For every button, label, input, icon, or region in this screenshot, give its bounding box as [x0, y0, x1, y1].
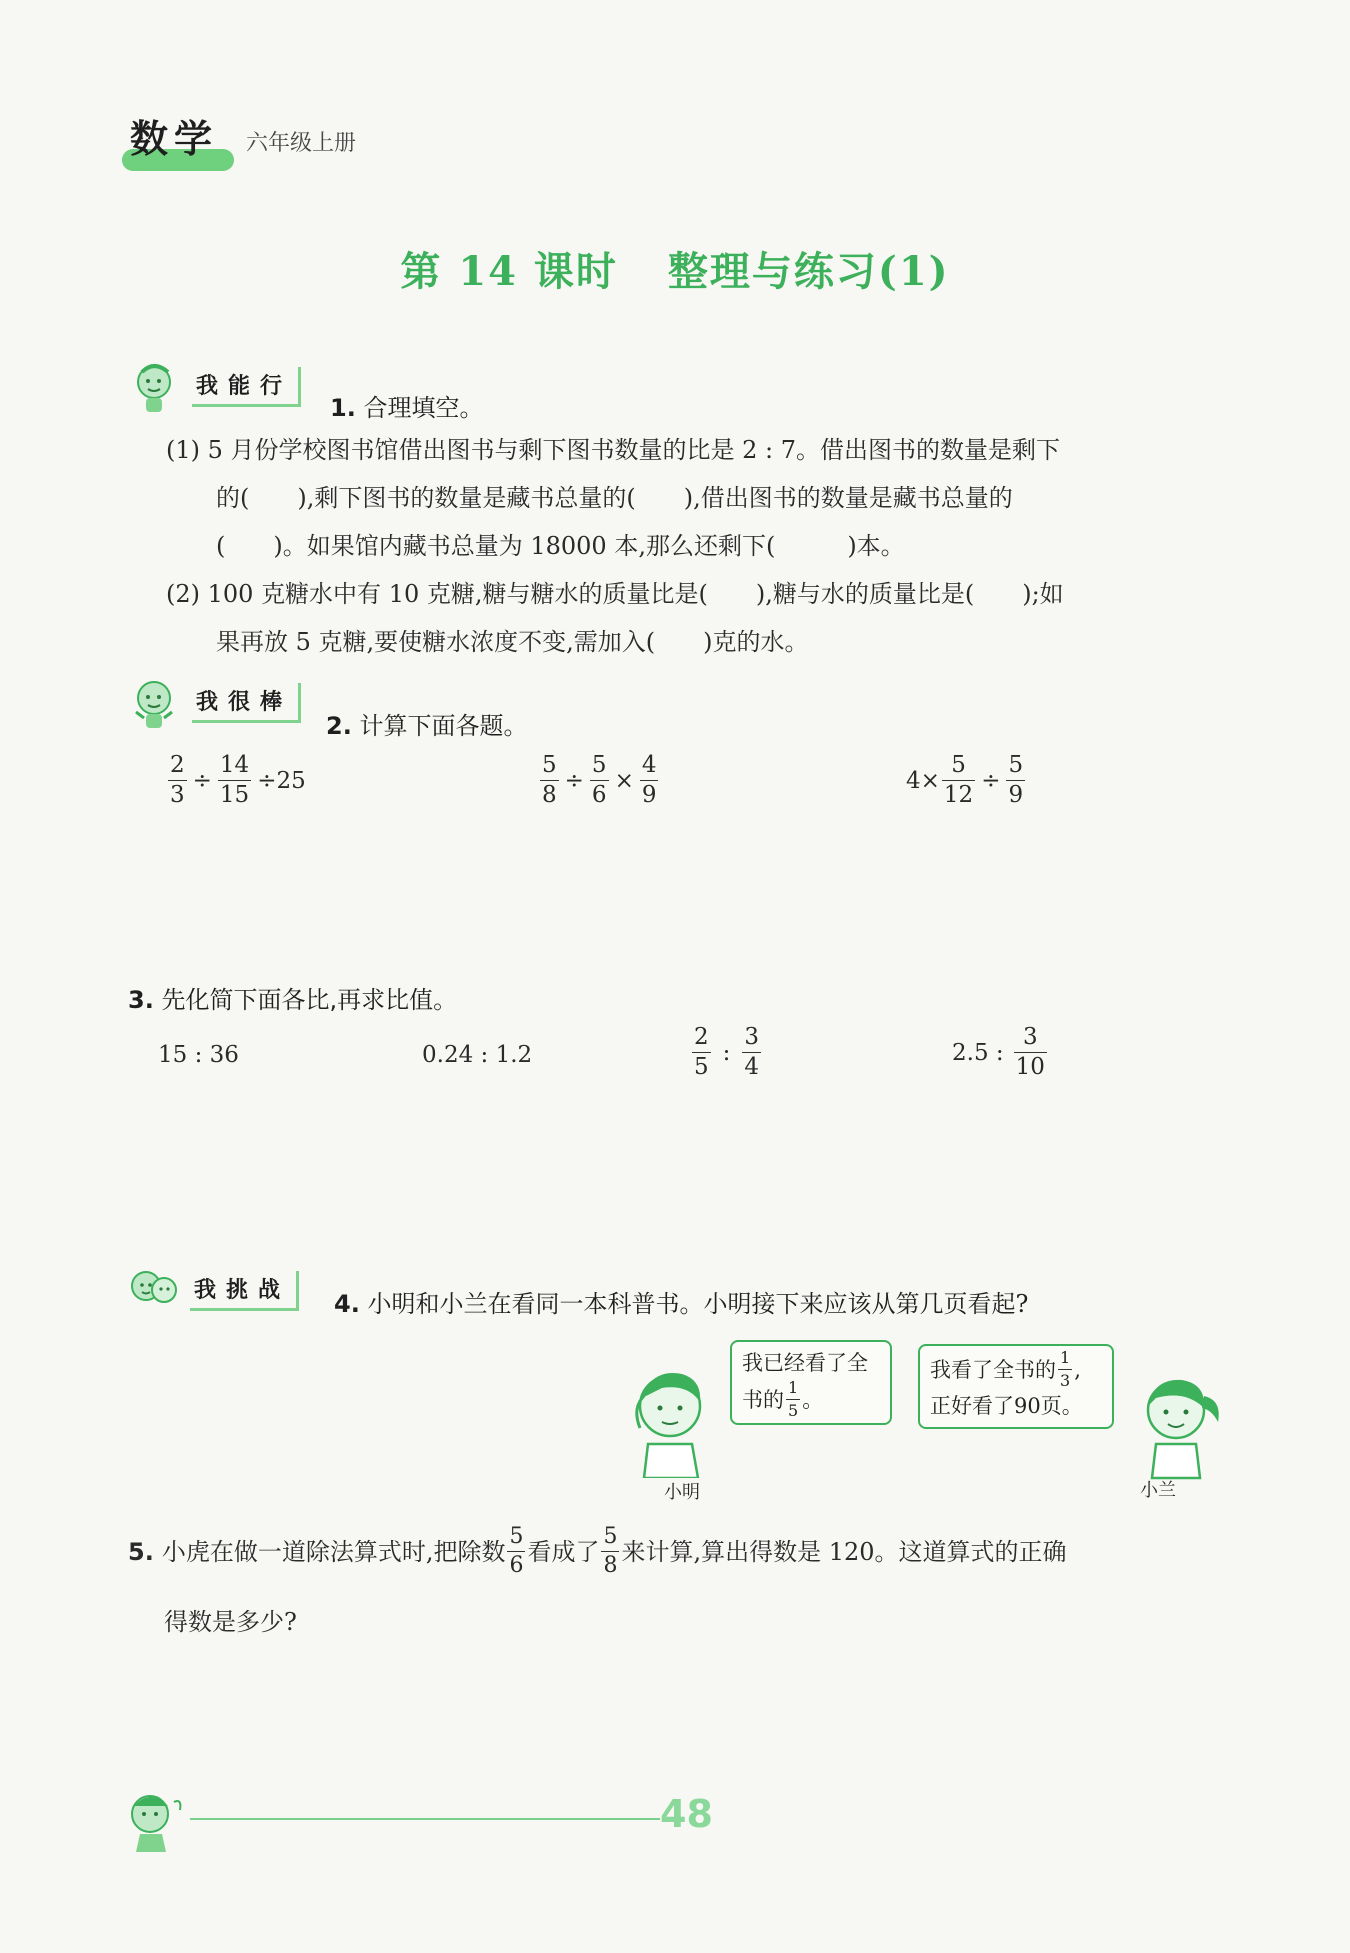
badge-label: 我挑战 — [190, 1271, 299, 1311]
fraction: $\frac{1}{3}$ — [1060, 1348, 1071, 1390]
fraction: $\frac{5}{6}$ — [591, 752, 607, 808]
kids-mascot-icon — [126, 1262, 184, 1320]
expression-3 — [906, 754, 1027, 807]
expression-1 — [166, 754, 310, 807]
question-number: 2. — [326, 712, 352, 740]
fraction: $\frac{2}{5}$ — [694, 1024, 709, 1080]
badge-wo-tiao-zhan — [126, 1262, 299, 1320]
speech-bubble-xiaolan — [918, 1344, 1114, 1429]
girl-xiaolan-icon — [1126, 1366, 1226, 1482]
badge-wo-neng-xing — [128, 358, 301, 416]
question-5-line-2: 得数是多少? — [164, 1608, 297, 1636]
text-line: (2) 100 克糖水中有 10 克糖,糖与糖水的质量比是( ),糖与水的质量比是( );如 — [166, 580, 1064, 608]
text-line: 果再放 5 克糖,要使糖水浓度不变,需加入( )克的水。 — [216, 628, 809, 656]
question-number: 5. — [128, 1537, 154, 1566]
fraction: $\frac{1}{5}$ — [788, 1378, 799, 1420]
text-line: (1) 5 月份学校图书馆借出图书与剩下图书数量的比是 2 : 7。借出图书的数量是剩下 — [166, 436, 1061, 464]
speech-bubble-xiaoming — [730, 1340, 892, 1425]
fraction: $\frac{5}{6}$ — [509, 1524, 524, 1578]
operator: : — [722, 1039, 731, 1066]
question-2-heading — [326, 706, 527, 741]
fraction: $\frac{5}{8}$ — [542, 752, 557, 808]
footer-rule — [190, 1818, 660, 1820]
fraction: $\frac{4}{9}$ — [641, 752, 657, 808]
operator: ÷25 — [257, 767, 306, 794]
boy-xiaoming-icon — [622, 1358, 722, 1478]
bubble-line: 正好看了90页。 — [930, 1394, 1083, 1418]
question-number: 4. — [334, 1290, 360, 1318]
operator: ÷ — [981, 767, 1001, 794]
badge-wo-hen-bang — [128, 674, 301, 732]
lesson-title — [0, 240, 1350, 297]
fraction: $\frac{14}{15}$ — [219, 752, 250, 808]
operator: ÷ — [192, 767, 212, 794]
lesson-topic: 整理与练习(1) — [667, 248, 950, 295]
ratio-1: 15 : 36 — [158, 1042, 239, 1068]
fraction: $\frac{5}{8}$ — [603, 1524, 618, 1578]
text-segment: 看成了 — [527, 1537, 600, 1566]
question-text: 合理填空。 — [363, 394, 484, 422]
operator: 4× — [906, 767, 940, 794]
operator: × — [614, 767, 634, 794]
question-1-part-2 — [166, 570, 1064, 666]
text-line: 的( ),剩下图书的数量是藏书总量的( ),借出图书的数量是藏书总量的 — [216, 484, 1013, 512]
fraction: $\frac{5}{9}$ — [1008, 752, 1024, 808]
text-segment: 小虎在做一道除法算式时,把除数 — [161, 1537, 506, 1566]
question-1-part-1 — [166, 426, 1060, 570]
ratio-2: 0.24 : 1.2 — [422, 1042, 533, 1068]
page-number: 48 — [660, 1792, 713, 1836]
expression-2 — [538, 754, 660, 807]
question-text: 先化简下面各比,再求比值。 — [161, 986, 458, 1014]
fraction: $\frac{3}{10}$ — [1015, 1024, 1045, 1080]
bubble-line: 我看了全书的 $\frac{1}{3}$ , — [930, 1348, 1081, 1390]
bubble-line: 我已经看了全 — [742, 1351, 868, 1375]
text-line: ( )。如果馆内藏书总量为 18000 本,那么还剩下( )本。 — [216, 532, 905, 560]
subject-label: 数学 — [126, 108, 224, 167]
text-segment: 来计算,算出得数是 120。这道算式的正确 — [621, 1537, 1067, 1566]
name-caption-xiaolan: 小兰 — [1140, 1480, 1176, 1501]
question-number: 1. — [330, 394, 356, 422]
question-1-heading — [330, 388, 483, 423]
fraction: $\frac{5}{12}$ — [943, 752, 974, 808]
question-3-heading — [128, 980, 457, 1015]
question-text: 小明和小兰在看同一本科普书。小明接下来应该从第几页看起? — [367, 1290, 1029, 1318]
question-4-heading — [334, 1284, 1028, 1319]
girl-mascot-icon — [128, 358, 186, 416]
operator: ÷ — [564, 767, 584, 794]
operator: 2.5 : — [952, 1039, 1004, 1066]
badge-label: 我很棒 — [192, 683, 301, 723]
question-text: 计算下面各题。 — [359, 712, 528, 740]
question-number: 3. — [128, 986, 154, 1014]
name-caption-xiaoming: 小明 — [664, 1482, 700, 1503]
grade-label: 六年级上册 — [246, 131, 357, 156]
badge-label: 我能行 — [192, 367, 301, 407]
page-header — [126, 108, 356, 167]
bubble-line: 书的 $\frac{1}{5}$ 。 — [742, 1378, 824, 1420]
ratio-4 — [952, 1026, 1049, 1079]
question-5-line-1 — [128, 1526, 1067, 1577]
fraction: $\frac{3}{4}$ — [744, 1024, 760, 1080]
ratio-3 — [690, 1026, 763, 1079]
girl-mascot-icon — [128, 674, 186, 732]
footer-mascot-icon — [122, 1788, 192, 1854]
fraction: $\frac{2}{3}$ — [170, 752, 185, 808]
lesson-number: 第 14 课时 — [400, 248, 618, 295]
